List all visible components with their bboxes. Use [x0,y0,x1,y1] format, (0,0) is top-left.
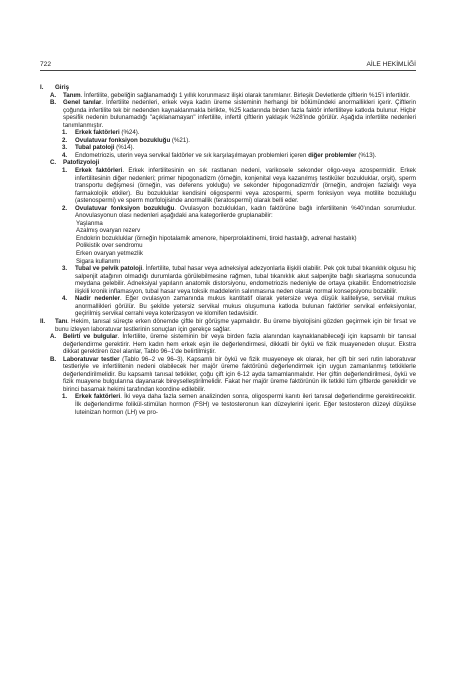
section-I-B-item-2: 2. Ovulatuvar fonksiyon bozukluğu (%21). [62,136,190,144]
section-I-B: B. Genel tanılar. İnfertilite nedenleri, erkek veya kadın üreme sisteminin herhangi bir bölümündeki anormallikleri içerir. Çiftlerin çoğunda infertilite tek bir nedenden kaynaklanmakla birlikte, %25 kadarında birden fazla faktör infertiliteye katkıda bulunur. Hiçbir spesifik nedenin bulunamadığı "açıklanamayan" infertilite, infertil çiftlerin yaklaşık %28'inde görülür. Aşağıda infertilite nedenleri tanımlanmıştır. [50,99,416,129]
section-II-B-item-1: 1. Erkek faktörleri. İki veya daha fazla semen analizinden sonra, oligospermi kanıtı ileri tanısal değerlendirme gerektirecektir. İlk değerlendirme folikül-stimülan hormon (FSH) ve testosteronun kan düzeylerini içerir. Eğer testosteron düzeyi düşükse luteinizan hormon (LH) ve pro- [62,393,416,416]
section-I-C-item-4: 4. Nadir nedenler. Eğer ovulasyon zamanında mukus kantitatif olarak yetersize veya düşük kaliteliyse, servikal mukus anormallikleri görülür. Bu şekilde yetersiz servikal mukus oluşumuna katkıda bulunan faktörler servikal enfeksiyonlar, geçirilmiş servikal cerrahi veya koterizasyon ve klomifen tedavisidir. [62,295,416,318]
running-title: AİLE HEKİMLİĞİ [366,61,416,68]
document-body [40,84,416,416]
list-item: Azalmış ovaryan rezerv [76,227,141,235]
section-II: II. Tanı. Hekim, tanısal süreçte erken dönemde çiftle bir görüşme yapmalıdır. Bu üreme biyolojisini gözden geçirmek için bir fırsat ve bunu izleyen laboratuvar testlerinin sonuçları için gerekçe sağlar. [40,317,416,333]
list-item: Polikistik over sendromu [76,242,143,250]
header-rule [40,70,416,71]
section-I-B-item-3: 3. Tubal patoloji (%14). [62,144,135,152]
page-header [40,56,416,68]
anovulation-causes-list [76,220,416,265]
section-I-C-item-3: 3. Tubal ve pelvik patoloji. İnfertilite, tubal hasar veya adneksiyal adezyonlarla ilişkili olabilir. Pek çok tubal tıkanıklık olgusu hiç salpenjit atağının olmadığı durumlarda görülebilmesine rağmen, tubal tıkanıklık akut salpenjite bağlı skarlaşma sonucunda meydana gelebilir. Adneksiyal yapıların anatomik distorsiyonu, endometriozis nedeniyle de ortaya çıkabilir. Endometriozisle ilişkili kronik inflamasyon, tubal hasar veya toksik maddelerin salınmasına neden olarak normal konsepsiyonu bozabilir. [62,265,417,295]
page-number: 722 [40,61,52,68]
list-item: Endokrin bozukluklar (örneğin hipotalamik amenore, hiperprolaktinemi, tiroid hastalığı, adrenal hastalık) [76,234,357,242]
section-II-A: A. Belirti ve bulgular. İnfertilite, üreme sisteminin bir veya birden fazla alanından kaynaklanabileceği için kapsamlı bir tanısal değerlendirme gerektirir. Hem kadın hem erkek eşin ile değerlendirmesi, dikkatli bir öykü ve fizik muayeneden oluşur. Ekstra dikkat gerektiren özel alanlar, Tablo 96–1'de belirtilmiştir. [50,333,416,356]
section-I-B-item-4: 4. Endometriozis, uterin veya servikal faktörler ve sık karşılaşılmayan problemleri içeren diğer problemler (%13). [62,151,377,159]
list-item: Sigara kullanımı [76,257,121,265]
list-item: Erken ovaryan yetmezlik [76,250,143,258]
section-I-heading: I. Giriş [40,84,69,91]
section-I-C-item-1: 1. Erkek faktörleri. Erkek infertilitesinin en sık rastlanan nedeni, varikosele sekonder oligo-veya azospermidir. Erkek infertilitesinin diğer nedenleri; primer hipogonadizm (örneğin, konjenital veya kazanılmış testiküler bozukluklar, orşit), sperm transportu değişmesi (örneğin, vas deferens yokluğu) ve sekonder hipogonadizm'dir (örneğin, androjen fazlalığı veya farmakolojik etkiler). Bu bozukluklar kendisini oligospermi veya azospermi, sperm fonksiyon veya motilite bozukluğu (astenospermi) ve sperm morfolojisinde anormallik (teratospermi) olarak belli eder. [62,167,417,205]
section-I-B-item-1: 1. Erkek faktörleri (%24). [62,129,140,137]
section-II-B: B. Laboratuvar testler (Tablo 96–2 ve 96–3). Kapsamlı bir öykü ve fizik muayeneye ek olarak, her çift bir seri rutin laboratuvar testleriyle ve infertilitenin nedeni olabilecek her majör üreme faktörünü değerlendirmek için uygun zamanlanmış tetkiklerle değerlendirilmelidir. Bu kapsamlı tanısal tetkikler, çoğu çift için 6-12 ayda tamamlanmalıdır. Her çiftin değerlendirilmesi, öykü ve fizik muayene bulgularına dayanarak bireyselleştirilmelidir. Fakat her majör üreme faktörünün ilk tetkiki tüm çiftlerde gereklidir ve birinci basamak hekimi tarafından koordine edilebilir. [50,355,416,393]
section-I-C-item-2: 2. Ovulatuvar fonksiyon bozukluğu. Ovulasyon bozuklukları, kadın faktörüne bağlı infertilitenin %40'ından sorumludur. Anovulasyonun olası nedenleri aşağıdaki ana kategorilerde gruplanabilir: [62,204,416,220]
section-I-C: C. Patofizyoloji [50,159,100,167]
section-I-A: A. Tanım. İnfertilite, gebeliğin sağlanamadığı 1 yıllık korunmasız ilişki olarak tanımlanır. Birleşik Devletlerde çiftlerin %15'i infertildir. [50,91,411,99]
list-item: Yaşlanma [76,219,103,227]
